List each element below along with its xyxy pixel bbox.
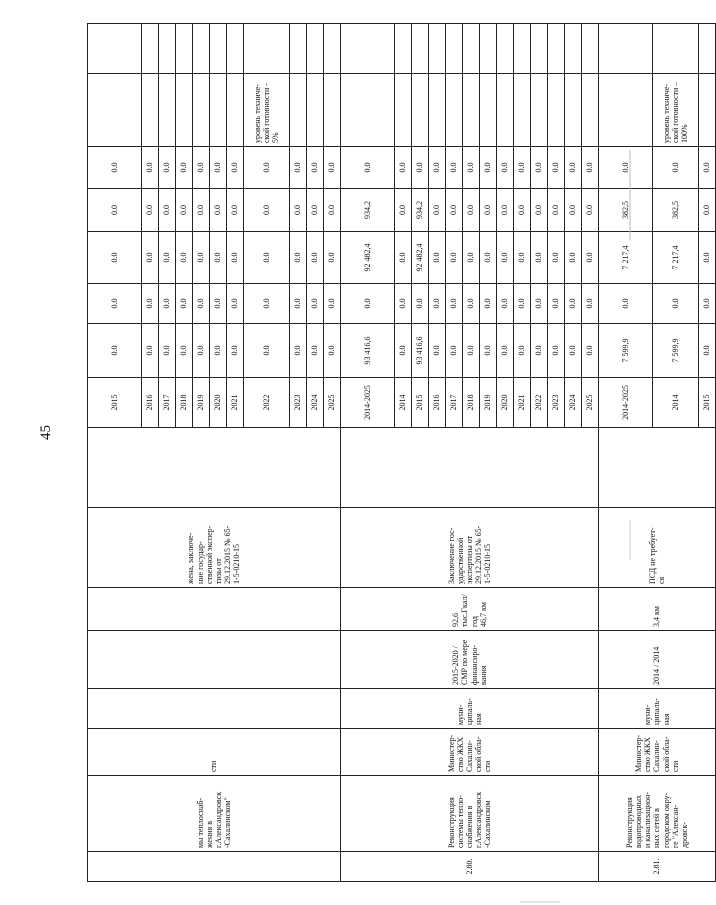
extra-budget-cell: 0.0	[531, 147, 548, 189]
local-budget-cell: 0.0	[565, 189, 582, 232]
local-budget-cell: 0.0	[582, 189, 599, 232]
table-row	[599, 24, 653, 882]
blank-cell	[463, 24, 480, 74]
extra-budget-cell: 0.0	[176, 147, 193, 189]
note-cell	[480, 74, 497, 147]
total-cell: 0.0	[446, 324, 463, 378]
total-cell: 0.0	[565, 324, 582, 378]
project-number: 2.81.	[599, 852, 716, 882]
note-cell	[159, 74, 176, 147]
total-cell: 0.0	[480, 324, 497, 378]
total-cell: 0.0	[159, 324, 176, 378]
local-budget-cell: 0.0	[290, 189, 307, 232]
federal-budget-cell: 0.0	[582, 284, 599, 324]
total-cell: 0.0	[227, 324, 244, 378]
local-budget-cell: 0.0	[531, 189, 548, 232]
extra-budget-cell: 0.0	[699, 147, 716, 189]
regional-budget-cell: 0.0	[159, 232, 176, 284]
blank-cell	[290, 24, 307, 74]
total-cell: 0.0	[324, 324, 341, 378]
note-cell	[193, 74, 210, 147]
extra-budget-cell: 0.0	[565, 147, 582, 189]
extra-budget-cell: 0.0	[324, 147, 341, 189]
local-budget-cell: 0.0	[88, 189, 142, 232]
note-cell	[565, 74, 582, 147]
blank-cell	[210, 24, 227, 74]
regional-budget-cell: 0.0	[227, 232, 244, 284]
project-executor: сти	[88, 729, 341, 776]
local-budget-cell: 0.0	[159, 189, 176, 232]
year-cell: 2023	[548, 378, 565, 428]
regional-budget-cell: 92 482,4	[341, 232, 395, 284]
local-budget-cell: 0.0	[176, 189, 193, 232]
regional-budget-cell: 0.0	[324, 232, 341, 284]
blank-cell	[531, 24, 548, 74]
local-budget-cell: 934,2	[341, 189, 395, 232]
table-row	[341, 24, 395, 882]
note-cell	[341, 74, 395, 147]
federal-budget-cell: 0.0	[429, 284, 446, 324]
federal-budget-cell: 0.0	[395, 284, 412, 324]
regional-budget-cell: 0.0	[429, 232, 446, 284]
year-cell: 2025	[324, 378, 341, 428]
total-cell: 0.0	[210, 324, 227, 378]
extra-budget-cell: 0.0	[193, 147, 210, 189]
regional-budget-cell: 7 217,4	[653, 232, 699, 284]
total-cell: 0.0	[514, 324, 531, 378]
blank-cell	[227, 24, 244, 74]
blank-cell	[599, 428, 716, 508]
note-cell: уровень техниче- ской готовности – 100%	[653, 74, 699, 147]
note-cell	[307, 74, 324, 147]
blank-cell	[412, 24, 429, 74]
expertise-info: ПСД не требует- ся	[599, 508, 716, 588]
local-budget-cell: 0.0	[227, 189, 244, 232]
blank-cell	[142, 24, 159, 74]
ownership-form	[88, 689, 341, 729]
federal-budget-cell: 0.0	[599, 284, 653, 324]
regional-budget-cell: 0.0	[497, 232, 514, 284]
extra-budget-cell: 0.0	[142, 147, 159, 189]
note-cell	[514, 74, 531, 147]
project-number: 2.80.	[341, 852, 599, 882]
total-cell: 7 599,9	[653, 324, 699, 378]
regional-budget-cell: 0.0	[88, 232, 142, 284]
year-cell: 2015	[699, 378, 716, 428]
regional-budget-cell: 0.0	[699, 232, 716, 284]
year-cell: 2022	[531, 378, 548, 428]
year-cell: 2018	[463, 378, 480, 428]
total-cell: 0.0	[142, 324, 159, 378]
ownership-form: муни- ципаль- ная	[341, 689, 599, 729]
extra-budget-cell: 0.0	[159, 147, 176, 189]
extra-budget-cell: 0.0	[497, 147, 514, 189]
regional-budget-cell: 92 482,4	[412, 232, 429, 284]
year-cell: 2024	[565, 378, 582, 428]
extra-budget-cell: 0.0	[412, 147, 429, 189]
regional-budget-cell: 0.0	[142, 232, 159, 284]
extra-budget-cell: 0.0	[480, 147, 497, 189]
project-executor: Министер- ство ЖКХ Сахалин- ской обла- сти	[599, 729, 716, 776]
federal-budget-cell: 0.0	[412, 284, 429, 324]
project-name: Реконструкция водопроводных и канализацион- ных сетей в городском окру- ге "Алексан- дровск-	[599, 776, 716, 852]
blank-cell	[497, 24, 514, 74]
blank-cell	[341, 24, 395, 74]
federal-budget-cell: 0.0	[514, 284, 531, 324]
total-cell: 0.0	[463, 324, 480, 378]
federal-budget-cell: 0.0	[210, 284, 227, 324]
note-cell	[290, 74, 307, 147]
extra-budget-cell: 0.0	[244, 147, 290, 189]
total-cell: 7 599,9	[599, 324, 653, 378]
federal-budget-cell: 0.0	[227, 284, 244, 324]
extra-budget-cell: 0.0	[88, 147, 142, 189]
year-cell: 2016	[429, 378, 446, 428]
local-budget-cell: 0.0	[429, 189, 446, 232]
extra-budget-cell: 0.0	[446, 147, 463, 189]
project-capacity	[88, 588, 341, 631]
extra-budget-cell: 0.0	[307, 147, 324, 189]
note-cell	[463, 74, 480, 147]
federal-budget-cell: 0.0	[159, 284, 176, 324]
local-budget-cell: 0.0	[193, 189, 210, 232]
federal-budget-cell: 0.0	[565, 284, 582, 324]
local-budget-cell: 382,5	[653, 189, 699, 232]
local-budget-cell: 0.0	[699, 189, 716, 232]
blank-cell	[395, 24, 412, 74]
local-budget-cell: 0.0	[210, 189, 227, 232]
note-cell	[531, 74, 548, 147]
regional-budget-cell: 0.0	[290, 232, 307, 284]
extra-budget-cell: 0.0	[341, 147, 395, 189]
year-cell: 2015	[88, 378, 142, 428]
total-cell: 0.0	[497, 324, 514, 378]
federal-budget-cell: 0.0	[193, 284, 210, 324]
year-cell: 2023	[290, 378, 307, 428]
blank-cell	[480, 24, 497, 74]
construction-years: 2014 / 2014	[599, 631, 716, 689]
federal-budget-cell: 0.0	[324, 284, 341, 324]
total-cell: 0.0	[88, 324, 142, 378]
blank-cell	[548, 24, 565, 74]
total-cell: 0.0	[699, 324, 716, 378]
total-cell: 0.0	[531, 324, 548, 378]
federal-budget-cell: 0.0	[142, 284, 159, 324]
extra-budget-cell: 0.0	[463, 147, 480, 189]
extra-budget-cell: 0.0	[582, 147, 599, 189]
year-cell: 2021	[514, 378, 531, 428]
year-cell: 2014-2025	[599, 378, 653, 428]
regional-budget-cell: 0.0	[210, 232, 227, 284]
federal-budget-cell: 0.0	[548, 284, 565, 324]
rotated-page-content	[87, 24, 712, 882]
extra-budget-cell: 0.0	[210, 147, 227, 189]
regional-budget-cell: 0.0	[307, 232, 324, 284]
investment-projects-table	[87, 23, 716, 882]
page-number: 45	[38, 425, 54, 440]
note-cell	[582, 74, 599, 147]
year-cell: 2014	[653, 378, 699, 428]
total-cell: 0.0	[395, 324, 412, 378]
blank-cell	[341, 428, 599, 508]
federal-budget-cell: 0.0	[307, 284, 324, 324]
blank-cell	[176, 24, 193, 74]
local-budget-cell: 0.0	[514, 189, 531, 232]
extra-budget-cell: 0.0	[653, 147, 699, 189]
year-cell: 2018	[176, 378, 193, 428]
note-cell	[227, 74, 244, 147]
total-cell: 0.0	[290, 324, 307, 378]
local-budget-cell: 0.0	[307, 189, 324, 232]
extra-budget-cell: 0.0	[599, 147, 653, 189]
blank-cell	[565, 24, 582, 74]
blank-cell	[307, 24, 324, 74]
extra-budget-cell: 0.0	[429, 147, 446, 189]
project-capacity: 92,6 тыс.Гкал/ год 46,7 км	[341, 588, 599, 631]
note-cell	[324, 74, 341, 147]
year-cell: 2024	[307, 378, 324, 428]
construction-years	[88, 631, 341, 689]
local-budget-cell: 0.0	[480, 189, 497, 232]
federal-budget-cell: 0.0	[341, 284, 395, 324]
local-budget-cell: 0.0	[446, 189, 463, 232]
regional-budget-cell: 0.0	[193, 232, 210, 284]
regional-budget-cell: 0.0	[582, 232, 599, 284]
total-cell: 93 416,6	[412, 324, 429, 378]
expertise-info: Заключение гос- ударственной экспертизы от 29.12.2015 № 65- 1-5-0210-15	[341, 508, 599, 588]
regional-budget-cell: 0.0	[446, 232, 463, 284]
note-cell	[412, 74, 429, 147]
note-cell	[142, 74, 159, 147]
blank-cell	[88, 428, 341, 508]
year-cell: 2025	[582, 378, 599, 428]
note-cell	[176, 74, 193, 147]
extra-budget-cell: 0.0	[395, 147, 412, 189]
note-cell	[88, 74, 142, 147]
federal-budget-cell: 0.0	[480, 284, 497, 324]
federal-budget-cell: 0.0	[531, 284, 548, 324]
local-budget-cell: 0.0	[463, 189, 480, 232]
total-cell: 0.0	[582, 324, 599, 378]
total-cell: 0.0	[193, 324, 210, 378]
project-name: мы теплоснаб- жения в г.Александровск -Сахалинском"	[88, 776, 341, 852]
project-name: Реконструкция системы тепло- снабжения в г.Александровск -Сахалинском	[341, 776, 599, 852]
note-cell	[395, 74, 412, 147]
federal-budget-cell: 0.0	[463, 284, 480, 324]
federal-budget-cell: 0.0	[176, 284, 193, 324]
local-budget-cell: 0.0	[244, 189, 290, 232]
blank-cell	[699, 24, 716, 74]
regional-budget-cell: 0.0	[548, 232, 565, 284]
total-cell: 0.0	[548, 324, 565, 378]
federal-budget-cell: 0.0	[88, 284, 142, 324]
year-cell: 2020	[210, 378, 227, 428]
note-cell	[599, 74, 653, 147]
year-cell: 2021	[227, 378, 244, 428]
blank-cell	[193, 24, 210, 74]
regional-budget-cell: 0.0	[176, 232, 193, 284]
year-cell: 2014	[395, 378, 412, 428]
note-cell	[548, 74, 565, 147]
regional-budget-cell: 0.0	[395, 232, 412, 284]
regional-budget-cell: 0.0	[514, 232, 531, 284]
year-cell: 2017	[159, 378, 176, 428]
year-cell: 2020	[497, 378, 514, 428]
table-row	[88, 24, 142, 882]
blank-cell	[244, 24, 290, 74]
regional-budget-cell: 0.0	[531, 232, 548, 284]
note-cell	[429, 74, 446, 147]
blank-cell	[159, 24, 176, 74]
federal-budget-cell: 0.0	[497, 284, 514, 324]
regional-budget-cell: 0.0	[480, 232, 497, 284]
federal-budget-cell: 0.0	[446, 284, 463, 324]
ownership-form: муни- ципаль- ная	[599, 689, 716, 729]
regional-budget-cell: 0.0	[244, 232, 290, 284]
project-capacity: 3,4 км	[599, 588, 716, 631]
extra-budget-cell: 0.0	[548, 147, 565, 189]
total-cell: 0.0	[176, 324, 193, 378]
year-cell: 2015	[412, 378, 429, 428]
local-budget-cell: 0.0	[395, 189, 412, 232]
local-budget-cell: 0.0	[142, 189, 159, 232]
extra-budget-cell: 0.0	[290, 147, 307, 189]
blank-cell	[582, 24, 599, 74]
extra-budget-cell: 0.0	[514, 147, 531, 189]
local-budget-cell: 0.0	[324, 189, 341, 232]
total-cell: 93 416,6	[341, 324, 395, 378]
blank-cell	[88, 24, 142, 74]
blank-cell	[514, 24, 531, 74]
total-cell: 0.0	[307, 324, 324, 378]
construction-years: 2015-2020 / СМР по мере финансиро- вания	[341, 631, 599, 689]
blank-cell	[429, 24, 446, 74]
regional-budget-cell: 7 217,4	[599, 232, 653, 284]
blank-cell	[599, 24, 653, 74]
year-cell: 2022	[244, 378, 290, 428]
extra-budget-cell: 0.0	[227, 147, 244, 189]
blank-cell	[653, 24, 699, 74]
expertise-info: жена, заключе- ние государ- ственной экспер- тизы от 29.12.2015 № 65- 1-5-0210-15	[88, 508, 341, 588]
note-cell: уровень техниче- ской готовности - 5%	[244, 74, 290, 147]
federal-budget-cell: 0.0	[653, 284, 699, 324]
local-budget-cell: 0.0	[548, 189, 565, 232]
note-cell	[210, 74, 227, 147]
blank-cell	[446, 24, 463, 74]
project-number	[88, 852, 341, 882]
local-budget-cell: 382,5	[599, 189, 653, 232]
federal-budget-cell: 0.0	[244, 284, 290, 324]
regional-budget-cell: 0.0	[565, 232, 582, 284]
blank-cell	[324, 24, 341, 74]
year-cell: 2019	[193, 378, 210, 428]
year-cell: 2019	[480, 378, 497, 428]
federal-budget-cell: 0.0	[290, 284, 307, 324]
total-cell: 0.0	[429, 324, 446, 378]
year-cell: 2017	[446, 378, 463, 428]
project-executor: Министер- ство ЖКХ Сахалин- ской обла- сти	[341, 729, 599, 776]
local-budget-cell: 0.0	[497, 189, 514, 232]
year-cell: 2016	[142, 378, 159, 428]
note-cell	[446, 74, 463, 147]
federal-budget-cell: 0.0	[699, 284, 716, 324]
note-cell	[699, 74, 716, 147]
regional-budget-cell: 0.0	[463, 232, 480, 284]
local-budget-cell: 934,2	[412, 189, 429, 232]
note-cell	[497, 74, 514, 147]
total-cell: 0.0	[244, 324, 290, 378]
year-cell: 2014-2025	[341, 378, 395, 428]
